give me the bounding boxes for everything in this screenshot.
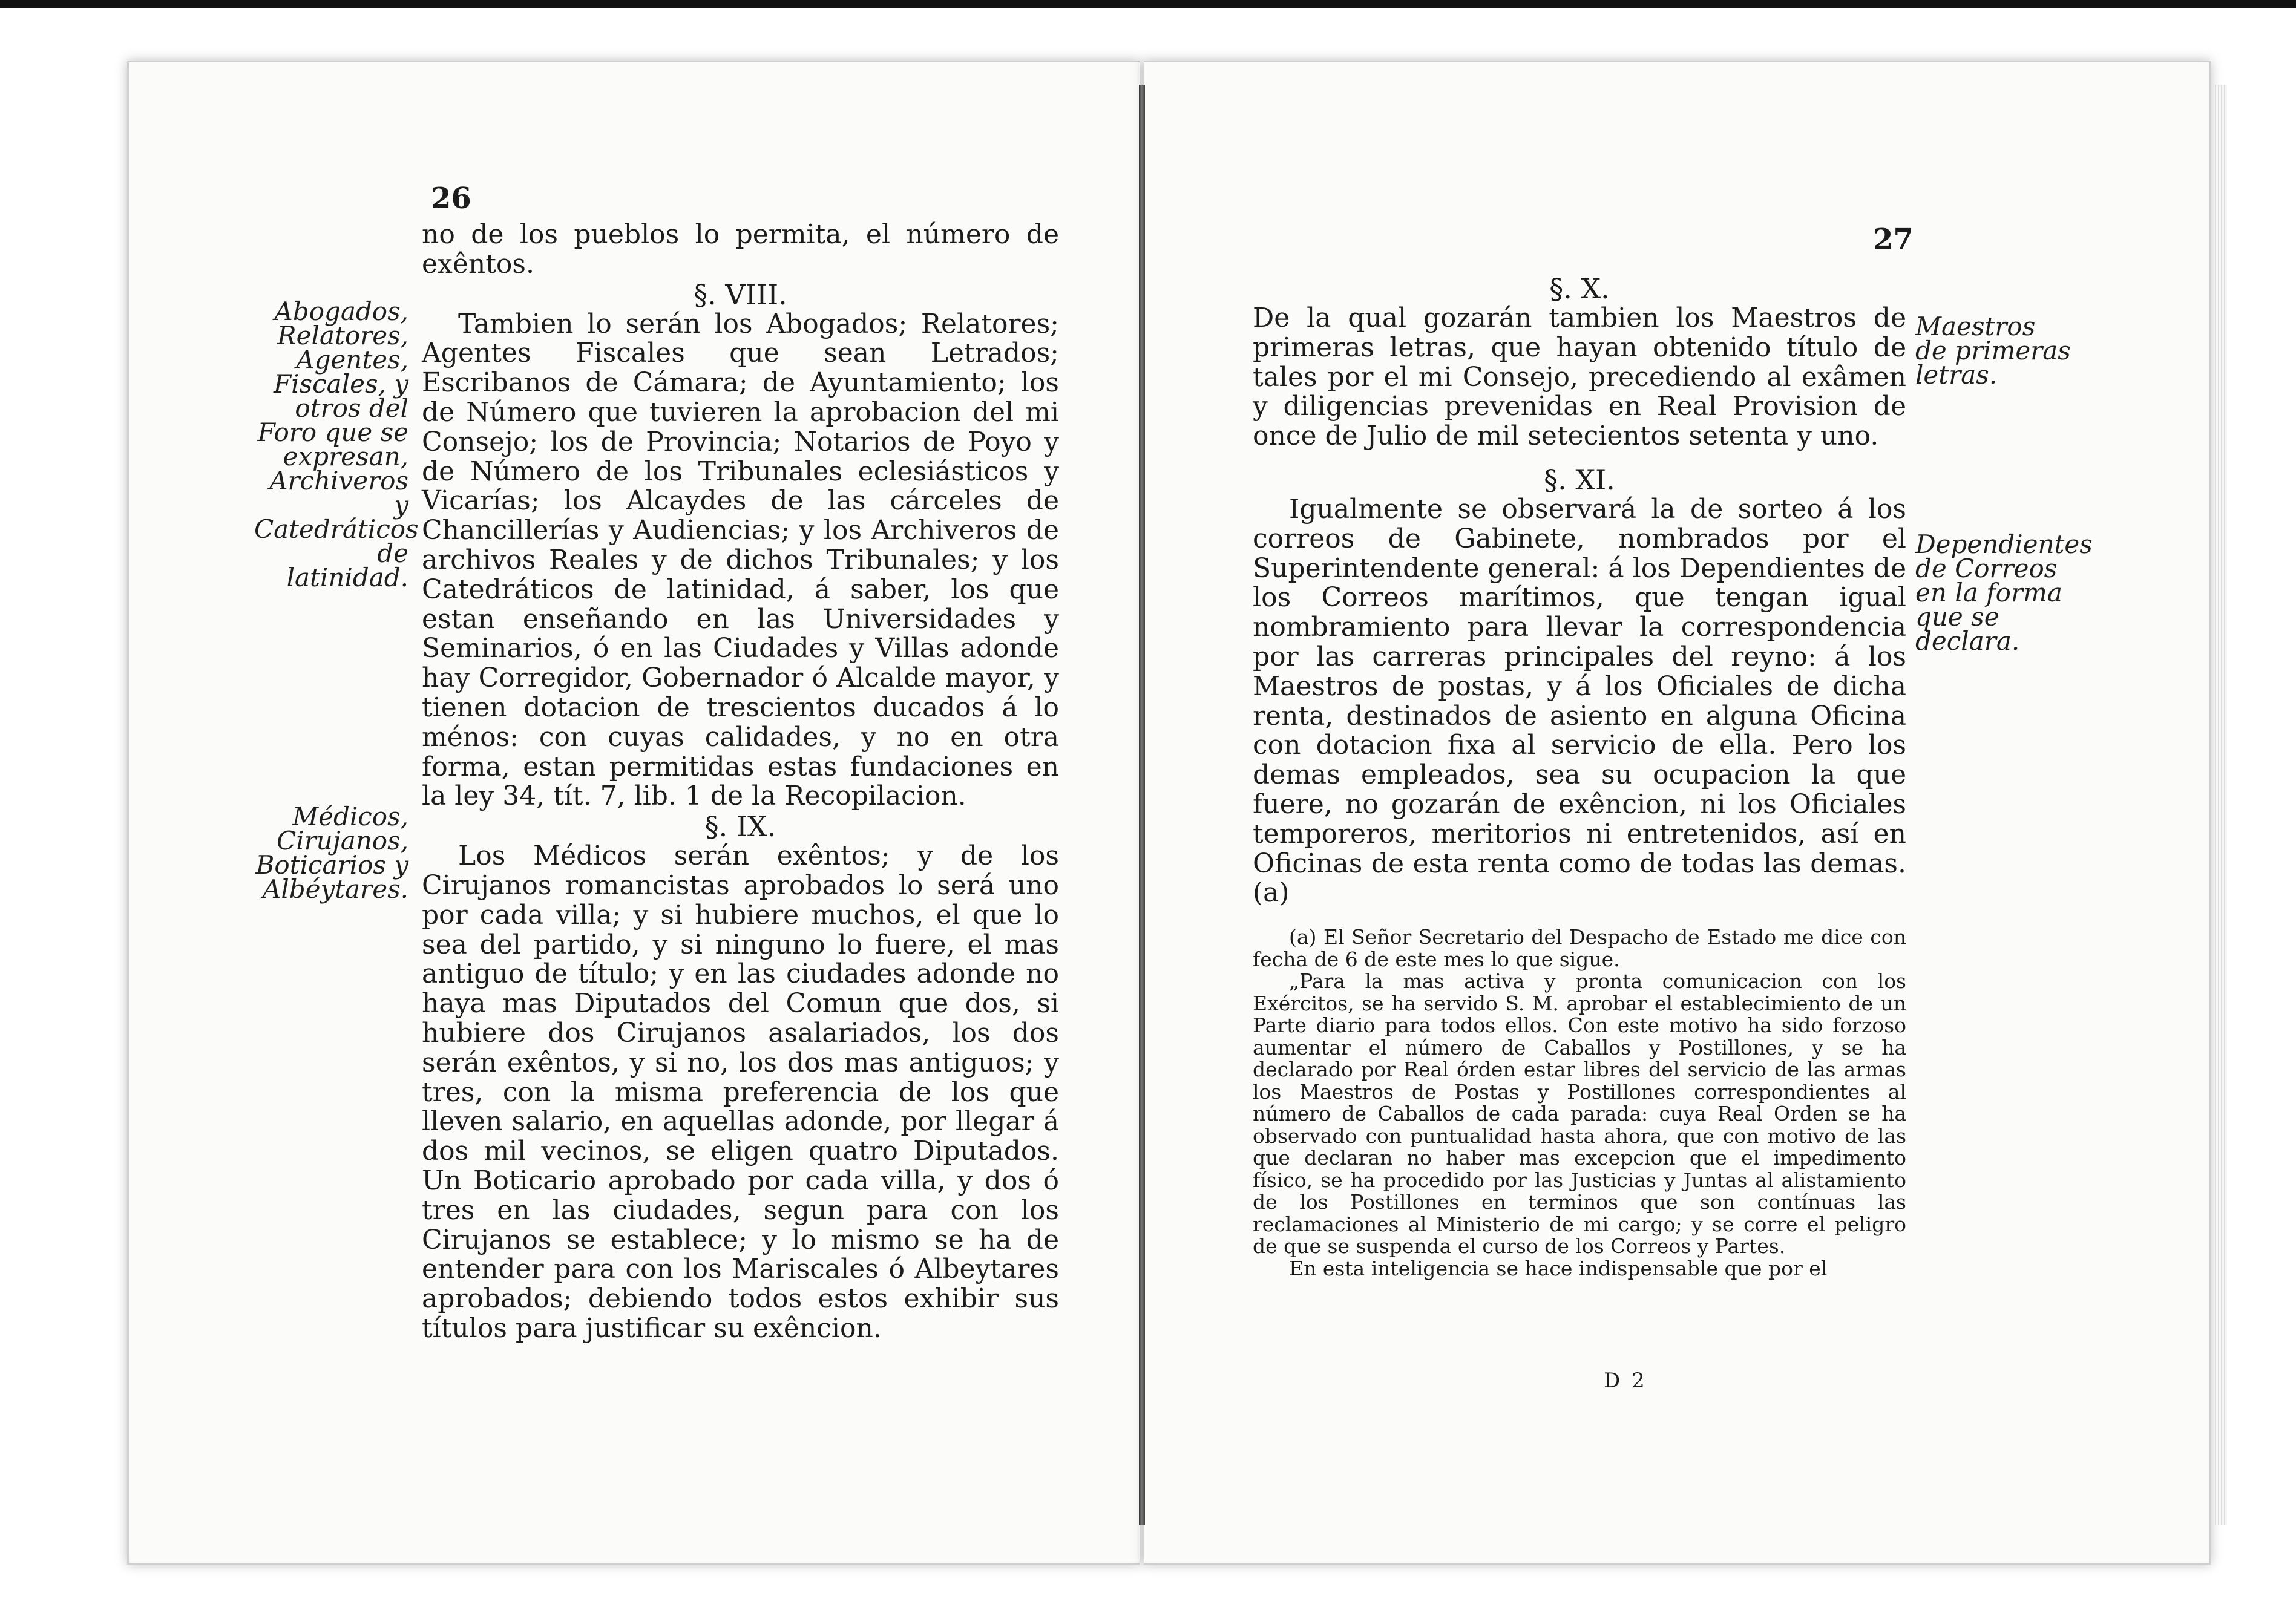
section-ix-heading: §. IX. bbox=[704, 810, 776, 843]
left-marginal-note-1: Abogados, Relatores, Agentes, Fiscales, y otros del Foro que se expresan, Archiveros y Catedráticos de latinidad. bbox=[254, 296, 419, 592]
left-opening-text: no de los pueblos lo permita, el número de exêntos. bbox=[422, 219, 1059, 280]
section-viii-heading: §. VIII. bbox=[694, 278, 787, 311]
section-ix-text: Los Médicos serán exêntos; y de los Cirujanos romancistas aprobados lo será uno por cada villa; y si hubiere muchos, el que lo sea del partido, y si ninguno lo fuere, el mas antiguo de título; y en las ciudades adonde no haya mas Diputados del Comun que dos, si hubiere dos Cirujanos asalariados, los dos serán exêntos, y si no, los dos mas antiguos; y tres, con la misma preferencia de los que lleven salario, en aquellas adonde, por llegar á dos mil vecinos, se eligen quatro Diputados. Un Boticario aprobado por cada villa, y dos ó tres en las ciudades, segun para con los Cirujanos se establece; y lo mismo se ha de entender para con los Mariscales ó Albeytares aprobados; debiendo todos estos exhibir sus títulos para justificar su exêncion. bbox=[422, 840, 1059, 1344]
right-marginal-note-2: Dependientes de Correos en la forma que se declara. bbox=[1915, 529, 2093, 656]
scan-top-border bbox=[0, 0, 2296, 8]
footnote-para-2: „Para la mas activa y pronta comunicacion con los Exércitos, se ha servido S. M. aprobar el establecimiento de un Parte diario para todos ellos. Con este motivo ha sido forzoso aumentar el número de Caballos y Postillones, y se ha declarado por Real órden estar libres del servicio de las armas los Maestros de Postas y Postillones correspondientes al número de Caballos de cada parada: cuya Real Orden se ha observado con puntualidad hasta ahora, que con motivo de las que declaran no haber mas excepcion que el impedimento físico, se ha procedido por las Justicias y Juntas al alistamiento de los Postillones en terminos que son contínuas las reclamaciones al Ministerio de mi cargo; y se corre el peligro de que se suspenda el curso de los Correos y Partes. bbox=[1253, 969, 1906, 1258]
left-marginal-note-2: Médicos, Cirujanos, Boticarios y Albéytares. bbox=[255, 802, 408, 904]
footnote-para-1: (a) El Señor Secretario del Despacho de Estado me dice con fecha de 6 de este mes lo que sigue. bbox=[1253, 925, 1906, 971]
right-body-text bbox=[1253, 273, 1906, 1280]
book-gutter bbox=[1139, 85, 1145, 1525]
page-edges bbox=[2215, 85, 2227, 1525]
section-viii-text: Tambien lo serán los Abogados; Relatores; Agentes Fiscales que sean Letrados; Escribanos de Cámara; de Ayuntamiento; los de Número que tuvieren la aprobacion del mi Consejo; los de Provincia; Notarios de Poyo y de Número de los Tribunales eclesiásticos y Vicarías; los Alcaydes de las cárceles de Chancillerías y Audiencias; y los Archiveros de archivos Reales y de dichos Tribunales; y los Catedráticos de latinidad, á saber, los que estan enseñando en las Universidades y Seminarios, ó en las Ciudades y Villas adonde hay Corregidor, Gobernador ó Alcalde mayor, y tienen dotacion de trescientos ducados á lo ménos: con cuyas calidades, y no en otra forma, estan permitidas estas fundaciones en la ley 34, tít. 7, lib. 1 de la Recopilacion. bbox=[422, 308, 1059, 812]
footnote-para-3: En esta inteligencia se hace indispensable que por el bbox=[1289, 1256, 1828, 1280]
left-body-text bbox=[422, 220, 1059, 1344]
section-x-heading: §. X. bbox=[1549, 272, 1610, 305]
section-xi-heading: §. XI. bbox=[1544, 463, 1615, 496]
left-page-number: 26 bbox=[431, 182, 471, 215]
right-marginal-note-1: Maestros de primeras letras. bbox=[1915, 312, 2071, 390]
signature-mark: D 2 bbox=[1604, 1369, 1647, 1393]
right-page-number: 27 bbox=[1873, 223, 1914, 257]
section-xi-text: Igualmente se observará la de sorteo á los correos de Gabinete, nombrados por el Superintendente general: á los Dependientes de los Correos marítimos, que tengan igual nombramiento para llevar la correspondencia por las carreras principales del reyno: á los Maestros de postas, y á los Oficiales de dicha renta, destinados de asiento en alguna Oficina con dotacion fixa al servicio de ella. Pero los demas empleados, sea su ocupacion la que fuere, no gozarán de exêncion, ni los Oficiales temporeros, meritorios ni entretenidos, así en Oficinas de esta renta como de todas las demas. (a) bbox=[1253, 493, 1906, 909]
section-x-text: De la qual gozarán tambien los Maestros de primeras letras, que hayan obtenido título de tales por el mi Consejo, precediendo al exâmen y diligencias prevenidas en Real Provision de once de Julio de mil setecientos setenta y uno. bbox=[1253, 303, 1906, 452]
footnote bbox=[1253, 926, 1906, 1280]
